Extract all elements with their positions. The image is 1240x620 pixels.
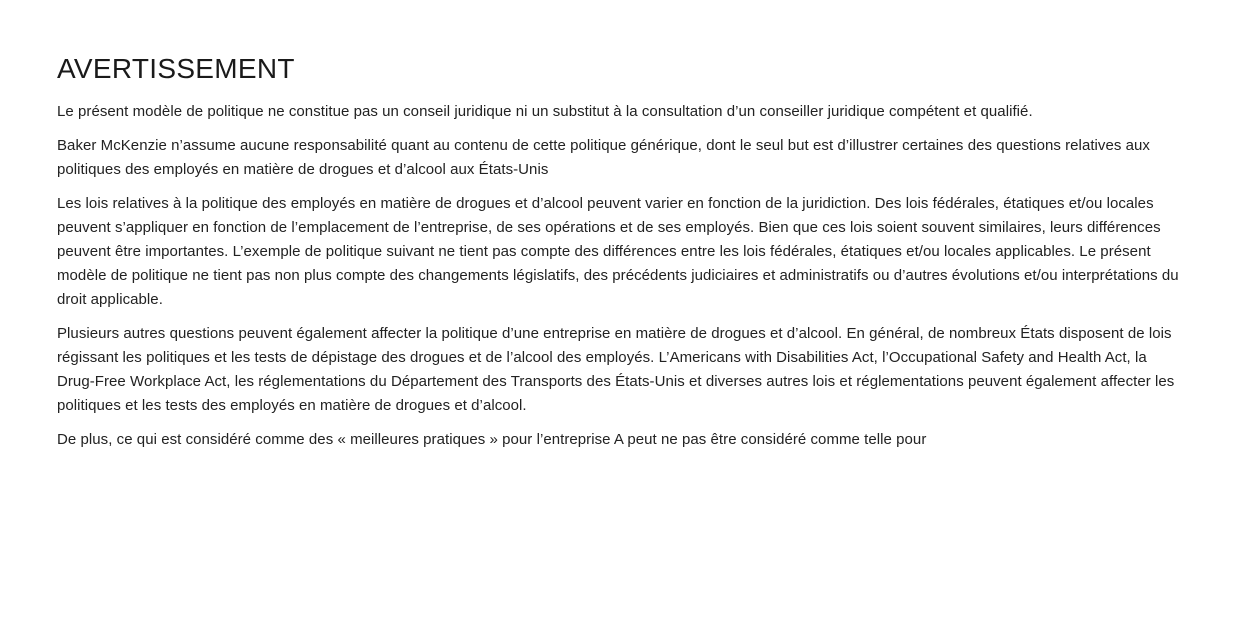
paragraph-best-practices: De plus, ce qui est considéré comme des « meilleures pratiques » pour l’entreprise A peut ne pas être considéré comme telle pour xyxy=(57,431,927,448)
paragraph-legal-advice: Le présent modèle de politique ne constitue pas un conseil juridique ni un substitut à la consultation d’un conseiller juridique compétent et qualifié. xyxy=(57,103,1033,120)
paragraph-responsibility: Baker McKenzie n’assume aucune responsabilité quant au contenu de cette politique générique, dont le seul but est d’illustrer certaines des questions relatives aux politiques des employés en matière de drogues et d’alcool aux États-Unis xyxy=(57,137,1150,178)
disclaimer-document xyxy=(57,0,1187,452)
paragraph-jurisdiction: Les lois relatives à la politique des employés en matière de drogues et d’alcool peuvent varier en fonction de la juridiction. Des lois fédérales, étatiques et/ou locales peuvent s’appliquer en fonction de l’emplacement de l’entreprise, de ses opérations et de ses employés. Bien que ces lois soient souvent similaires, leurs différences peuvent être importantes. L’exemple de politique suivant ne tient pas compte des différences entre les lois fédérales, étatiques et/ou locales applicables. Le présent modèle de politique ne tient pas non plus compte des changements législatifs, des précédents judiciaires et administratifs ou d’autres évolutions et/ou interprétations du droit applicable. xyxy=(57,195,1179,308)
document-title: AVERTISSEMENT xyxy=(57,53,295,84)
paragraph-other-questions: Plusieurs autres questions peuvent également affecter la politique d’une entreprise en matière de drogues et d’alcool. En général, de nombreux États disposent de lois régissant les politiques et les tests de dépistage des drogues et de l’alcool des employés. L’Americans with Disabilities Act, l’Occupational Safety and Health Act, la Drug-Free Workplace Act, les réglementations du Département des Transports des États-Unis et diverses autres lois et réglementations peuvent également affecter les politiques et les tests des employés en matière de drogues et d’alcool. xyxy=(57,325,1175,414)
